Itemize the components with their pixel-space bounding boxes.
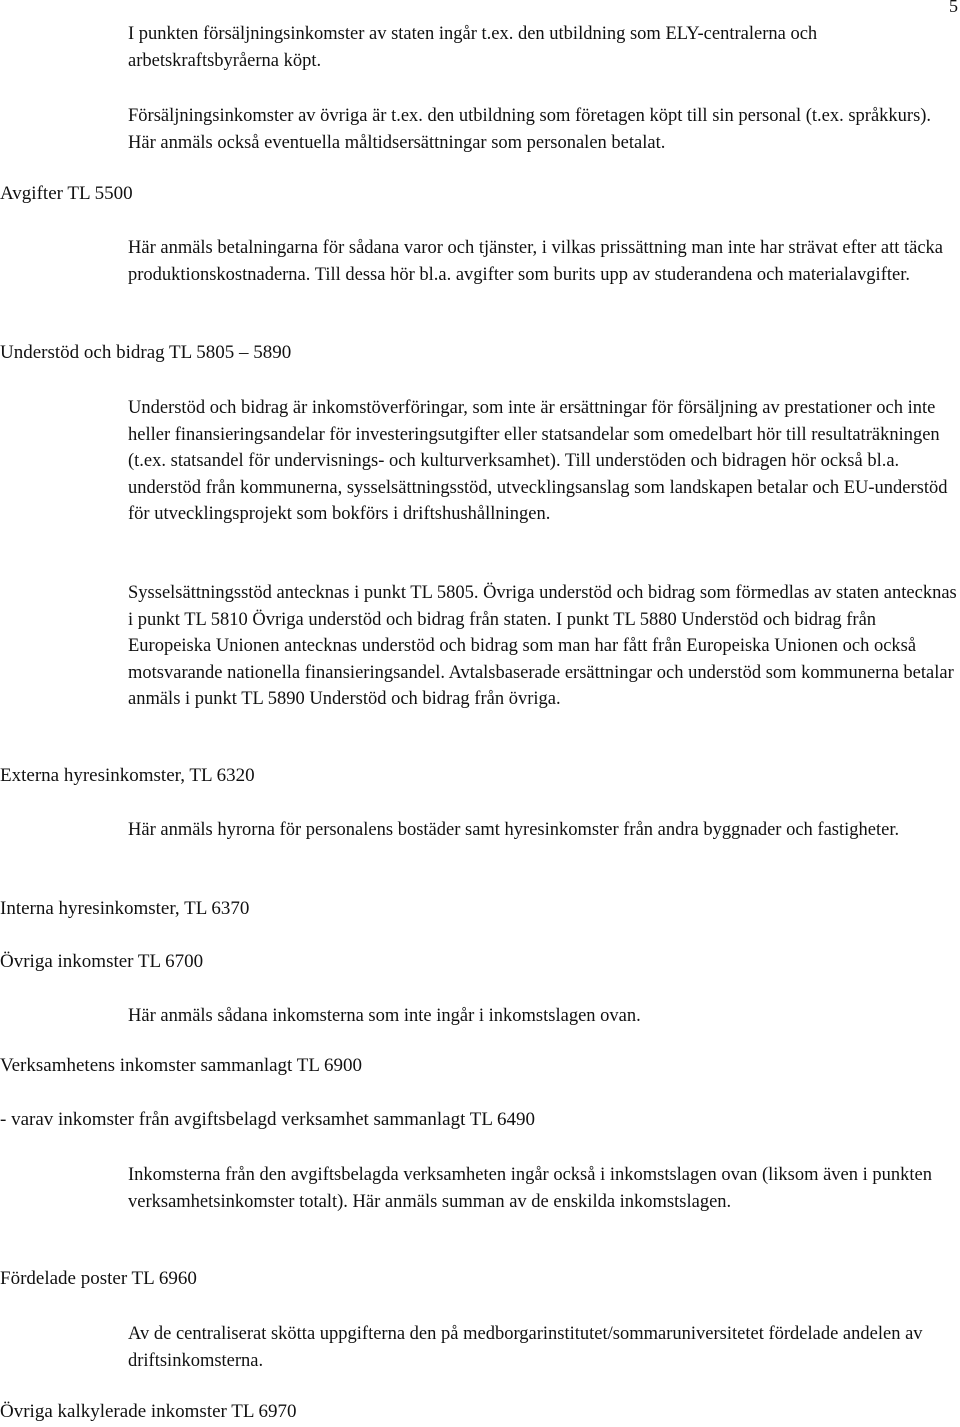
heading-understod: Understöd och bidrag TL 5805 – 5890 xyxy=(0,342,292,363)
page-number: 5 xyxy=(949,0,958,16)
heading-fordelade-poster: Fördelade poster TL 6960 xyxy=(0,1268,197,1289)
paragraph-text: I punkten försäljningsinkomster av staten ingår t.ex. den utbildning som ELY-centralerna och arbetskraftsbyråerna köpt. xyxy=(128,24,818,71)
paragraph-understod-accounting xyxy=(128,580,958,713)
paragraph-avgiftsbelagd-verksamhet xyxy=(128,1162,958,1215)
paragraph-sales-state xyxy=(128,21,958,74)
heading-ovriga-inkomster: Övriga inkomster TL 6700 xyxy=(0,951,204,972)
heading-ovriga-kalkylerade-inkomster: Övriga kalkylerade inkomster TL 6970 xyxy=(0,1401,297,1422)
paragraph-externa-hyresinkomster xyxy=(128,817,958,844)
paragraph-text: Här anmäls hyrorna för personalens bostäder samt hyresinkomster från andra byggnader och fastigheter. xyxy=(128,820,900,840)
paragraph-avgifter xyxy=(128,235,958,288)
paragraph-text: Understöd och bidrag är inkomstöverföringar, som inte är ersättningar för försäljning av prestationer och inte heller finansieringsandelar för investeringsutgifter eller statsandelar som omedelbart hör till resultaträkningen (t.ex. statsandel för undervisnings- och kulturverksamhet). Till understöden och bidragen hör också bl.a. understöd från kommunerna, sysselsättningsstöd, utvecklingsanslag som landskapen betalar och EU-understöd för utvecklingsprojekt som bokförs i driftshushållningen. xyxy=(128,398,948,524)
heading-interna-hyresinkomster: Interna hyresinkomster, TL 6370 xyxy=(0,898,250,919)
paragraph-understod-definition xyxy=(128,395,958,528)
paragraph-text: Försäljningsinkomster av övriga är t.ex. den utbildning som företagen köpt till sin personal (t.ex. språkkurs). Här anmäls också eventuella måltidsersättningar som personalen betalat. xyxy=(128,106,932,153)
paragraph-text: Här anmäls betalningarna för sådana varor och tjänster, i vilkas prissättning man inte har strävat efter att täcka produktionskostnaderna. Till dessa hör bl.a. avgifter som burits upp av studerandena och materialavgifter. xyxy=(128,238,944,285)
paragraph-ovriga-inkomster xyxy=(128,1003,958,1030)
paragraph-fordelade-poster xyxy=(128,1321,958,1374)
paragraph-text: Sysselsättningsstöd antecknas i punkt TL 5805. Övriga understöd och bidrag som förmedlas av staten antecknas i punkt TL 5810 Övriga understöd och bidrag från staten. I punkt TL 5880 Understöd och bidrag från Europeiska Unionen antecknas understöd och bidrag som man har fått från Europeiska Unionen och också motsvarande nationella finansieringsandel. Avtalsbaserade ersättningar och understöd som kommunerna betalar anmäls i punkt TL 5890 Understöd och bidrag från övriga. xyxy=(128,583,957,709)
heading-avgiftsbelagd-verksamhet: - varav inkomster från avgiftsbelagd verksamhet sammanlagt TL 6490 xyxy=(0,1109,536,1130)
heading-verksamhetens-inkomster: Verksamhetens inkomster sammanlagt TL 6900 xyxy=(0,1055,362,1076)
paragraph-text: Av de centraliserat skötta uppgifterna den på medborgarinstitutet/sommaruniversitetet fördelade andelen av driftsinkomsterna. xyxy=(128,1324,923,1371)
heading-avgifter: Avgifter TL 5500 xyxy=(0,183,133,204)
heading-externa-hyresinkomster: Externa hyresinkomster, TL 6320 xyxy=(0,765,255,786)
paragraph-sales-others xyxy=(128,103,958,156)
paragraph-text: Här anmäls sådana inkomsterna som inte ingår i inkomstslagen ovan. xyxy=(128,1006,641,1026)
paragraph-text: Inkomsterna från den avgiftsbelagda verksamheten ingår också i inkomstslagen ovan (liksom även i punkten verksamhetsinkomster totalt). Här anmäls summan av de enskilda inkomstslagen. xyxy=(128,1165,933,1212)
